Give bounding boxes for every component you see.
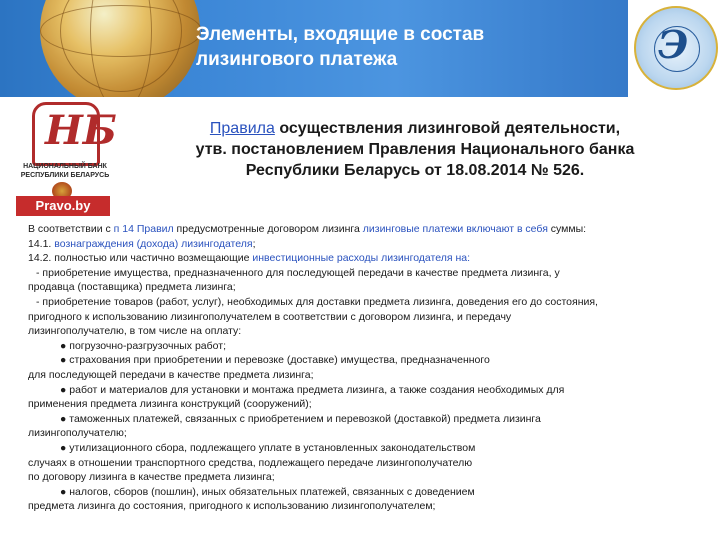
logo-seal-icon: [634, 6, 718, 90]
dash-item-1: - приобретение имущества, предназначенного для последующей передачи в качестве предмета лизинга, у: [36, 266, 560, 279]
bullet-item-5-cont2: по договору лизинга в качестве предмета лизинга;: [28, 471, 275, 484]
bullet-item-2: ● страхования при приобретении и перевозке (доставке) имущества, предназначенного: [60, 354, 490, 367]
globe-icon: [40, 0, 200, 97]
nb-name: НАЦИОНАЛЬНЫЙ БАНК РЕСПУБЛИКИ БЕЛАРУСЬ: [20, 163, 110, 179]
bullet-item-6: ● налогов, сборов (пошлин), иных обязательных платежей, связанных с доведением: [60, 485, 475, 498]
dash-item-2-cont2: лизингополучателю, в том числе на оплату:: [28, 325, 242, 338]
item-14-2: 14.2. полностью или частично возмещающие инвестиционные расходы лизингодателя на:: [28, 252, 471, 265]
pravo-by-badge[interactable]: Pravo.by: [16, 196, 110, 216]
bullet-item-4-cont: лизингополучателю;: [28, 427, 127, 440]
bullet-item-5: ● утилизационного сбора, подлежащего уплате в установленных законодательством: [60, 441, 476, 454]
bullet-item-1: ● погрузочно-разгрузочных работ;: [60, 339, 226, 352]
rules-heading: Правила осуществления лизинговой деятельности, утв. постановлением Правления Национального банка Республики Беларусь от 18.08.2014 № 526.: [195, 120, 635, 179]
slide-title-line1: Элементы, входящие в состав: [196, 24, 485, 45]
nb-monogram-icon: НБ: [32, 102, 100, 166]
organization-logo: [628, 0, 720, 97]
bullet-item-5-cont: случаях в отношении транспортного средства, подлежащего передаче лизингополучателю: [28, 456, 473, 469]
item-14-1: 14.1. вознаграждения (дохода) лизингодателя;: [28, 237, 256, 250]
bullet-item-3: ● работ и материалов для установки и монтажа предмета лизинга, а также создания необходимых для: [60, 383, 565, 396]
dash-item-2: - приобретение товаров (работ, услуг), необходимых для доставки предмета лизинга, доведения его до состояния,: [36, 295, 598, 308]
slide-title-line2: лизингового платежа: [196, 49, 398, 70]
bullet-item-3-cont: применения предмета лизинга конструкций (сооружений);: [28, 398, 312, 411]
bullet-item-6-cont: предмета лизинга до состояния, пригодного к использованию лизингополучателем;: [28, 500, 436, 513]
logo-glyph: Э: [658, 22, 689, 67]
header-banner: [0, 0, 720, 97]
clause-14-link[interactable]: п 14 Правил: [113, 223, 174, 235]
paragraph-intro: В соответствии с п 14 Правил предусмотренные договором лизинга лизинговые платежи включают в себя суммы:: [28, 223, 587, 235]
body-text: [28, 222, 708, 514]
dash-item-2-cont: пригодного к использованию лизингополучателем в соответствии с договором лизинга, и передачу: [28, 310, 512, 323]
dash-item-1-cont: продавца (поставщика) предмета лизинга;: [28, 281, 236, 294]
bullet-item-4: ● таможенных платежей, связанных с приобретением и перевозкой (доставкой) предмета лизинга: [60, 412, 541, 425]
bullet-item-2-cont: для последующей передачи в качестве предмета лизинга;: [28, 368, 314, 381]
slide-title: [196, 22, 596, 72]
rules-link[interactable]: Правила: [209, 120, 275, 137]
